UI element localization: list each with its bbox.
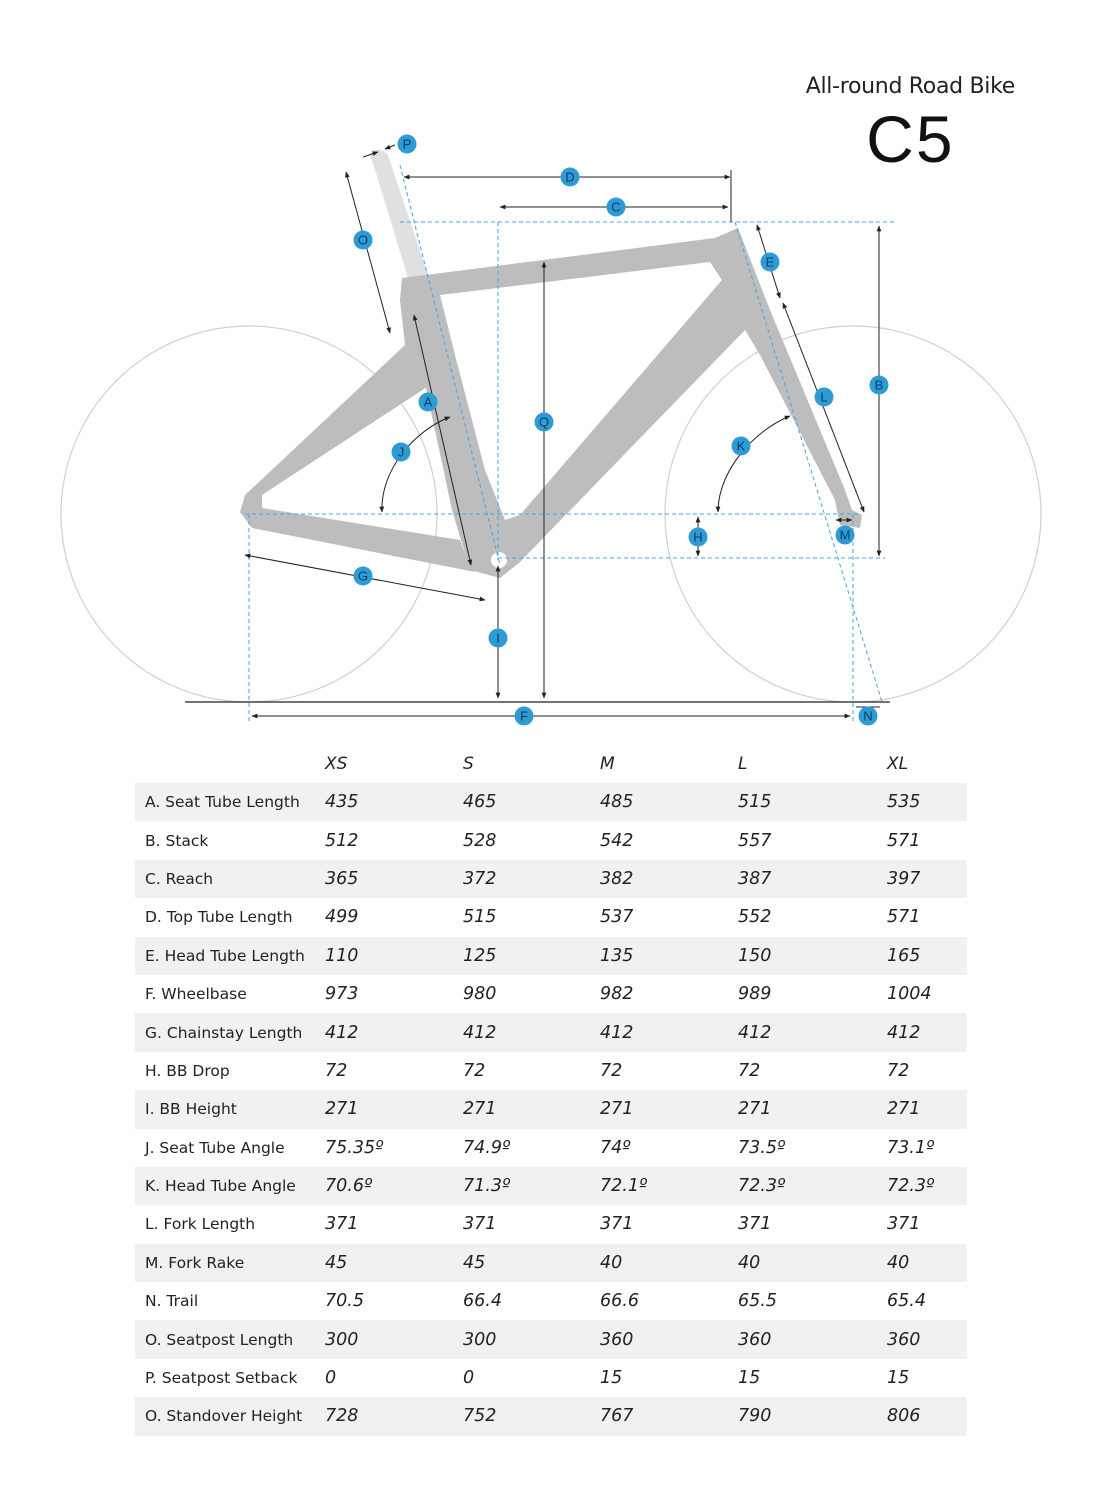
measurement-value: 40	[887, 1244, 967, 1282]
measurement-value: 271	[887, 1090, 967, 1128]
measurement-value: 66.6	[600, 1291, 639, 1312]
svg-text:H: H	[693, 529, 703, 545]
measurement-value: 371	[887, 1214, 921, 1235]
measurement-value: 360	[738, 1320, 887, 1358]
label-m	[836, 526, 855, 545]
measurement-value: 382	[600, 860, 738, 898]
measurement-value: 537	[600, 907, 634, 928]
measurement-value: 271	[600, 1090, 738, 1128]
table-row	[135, 1090, 967, 1128]
measurement-value: 65.4	[887, 1291, 926, 1312]
measurement-value: 806	[887, 1397, 967, 1435]
measurement-value: 412	[463, 1013, 600, 1051]
measurement-label: K. Head Tube Angle	[135, 1167, 325, 1205]
size-header: M	[600, 754, 615, 774]
measurement-value: 528	[463, 830, 497, 851]
measurement-label: F. Wheelbase	[145, 985, 247, 1004]
measurement-value: 552	[738, 907, 772, 928]
measurement-value: 150	[738, 937, 887, 975]
measurement-value: 371	[325, 1214, 359, 1235]
label-i	[489, 629, 508, 648]
measurement-value: 45	[325, 1244, 463, 1282]
measurement-value: 0	[463, 1368, 475, 1389]
measurement-value: 412	[738, 1013, 887, 1051]
measurement-value: 465	[463, 783, 600, 821]
measurement-value: 767	[600, 1397, 738, 1435]
measurement-value: 15	[887, 1368, 910, 1389]
table-row	[135, 898, 967, 936]
svg-text:Q: Q	[538, 414, 550, 430]
svg-text:C: C	[611, 199, 621, 215]
svg-text:E: E	[765, 254, 775, 270]
geometry-table	[135, 745, 967, 1436]
measurement-value: 74.9º	[463, 1137, 511, 1158]
measurement-value: 72	[325, 1060, 348, 1081]
measurement-value: 75.35º	[325, 1137, 384, 1158]
measurement-value: 72.3º	[738, 1167, 887, 1205]
bike-frame	[240, 150, 862, 578]
measurement-value: 535	[887, 783, 967, 821]
svg-text:K: K	[736, 438, 746, 454]
measurement-value: 70.6º	[325, 1167, 463, 1205]
header-spacer	[135, 745, 325, 783]
measurement-value: 135	[600, 937, 738, 975]
measurement-value: 300	[325, 1320, 463, 1358]
measurement-value: 371	[463, 1214, 497, 1235]
measurement-value: 728	[325, 1397, 463, 1435]
measurement-value: 412	[325, 1013, 463, 1051]
table-row	[135, 1359, 967, 1397]
table-row	[135, 1320, 967, 1358]
measurement-value: 435	[325, 783, 463, 821]
measurement-label: N. Trail	[145, 1292, 199, 1311]
table-row	[135, 1052, 967, 1090]
measurement-value: 360	[887, 1320, 967, 1358]
measurement-label: J. Seat Tube Angle	[145, 1138, 285, 1157]
measurement-label: B. Stack	[145, 831, 209, 850]
measurement-value: 72	[738, 1060, 761, 1081]
measurement-value: 752	[463, 1397, 600, 1435]
measurement-value: 70.5	[325, 1291, 364, 1312]
measurement-value: 542	[600, 830, 634, 851]
size-header: S	[463, 754, 474, 774]
measurement-label: H. BB Drop	[145, 1061, 230, 1080]
measurement-value: 980	[463, 984, 497, 1005]
measurement-value: 125	[463, 937, 600, 975]
table-row	[135, 1244, 967, 1282]
measurement-value: 982	[600, 984, 634, 1005]
svg-text:N: N	[863, 708, 873, 724]
geometry-diagram	[0, 0, 1102, 740]
measurement-value: 45	[463, 1244, 600, 1282]
measurement-value: 72.1º	[600, 1167, 738, 1205]
svg-text:O: O	[357, 232, 369, 248]
measurement-value: 73.1º	[887, 1137, 935, 1158]
measurement-value: 485	[600, 783, 738, 821]
measurement-label: L. Fork Length	[145, 1215, 256, 1234]
measurement-value: 989	[738, 984, 772, 1005]
measurement-value: 74º	[600, 1137, 631, 1158]
label-l	[815, 388, 834, 407]
measurement-value: 72.3º	[887, 1167, 967, 1205]
measurement-label: M. Fork Rake	[135, 1244, 325, 1282]
svg-text:A: A	[423, 394, 433, 410]
label-d	[561, 168, 580, 187]
measurement-value: 571	[887, 907, 921, 928]
measurement-value: 412	[600, 1013, 738, 1051]
label-e	[761, 253, 780, 272]
label-h	[689, 528, 708, 547]
measurement-value: 571	[887, 830, 921, 851]
label-g	[354, 567, 373, 586]
measurement-value: 73.5º	[738, 1137, 786, 1158]
table-row	[135, 975, 967, 1013]
measurement-value: 387	[738, 860, 887, 898]
svg-text:P: P	[402, 136, 412, 152]
measurement-value: 271	[738, 1090, 887, 1128]
table-row	[135, 1129, 967, 1167]
measurement-label: G. Chainstay Length	[135, 1013, 325, 1051]
size-header: XL	[887, 754, 909, 774]
measurement-label: E. Head Tube Length	[135, 937, 325, 975]
svg-text:J: J	[397, 444, 405, 460]
label-n	[859, 707, 878, 726]
measurement-label: O. Standover Height	[135, 1397, 325, 1435]
measurement-value: 300	[463, 1320, 600, 1358]
measurement-label: A. Seat Tube Length	[135, 783, 325, 821]
svg-text:M: M	[839, 527, 851, 543]
measurement-value: 372	[463, 860, 600, 898]
svg-text:G: G	[357, 568, 369, 584]
measurement-value: 973	[325, 984, 359, 1005]
svg-text:F: F	[520, 708, 528, 724]
measurement-value: 110	[325, 937, 463, 975]
label-q	[535, 413, 554, 432]
label-c	[607, 198, 626, 217]
label-o	[354, 231, 373, 250]
measurement-label: D. Top Tube Length	[145, 908, 293, 927]
measurement-value: 371	[738, 1214, 772, 1235]
table-row	[135, 860, 967, 898]
model-name: C5	[866, 102, 955, 176]
measurement-value: 15	[738, 1368, 761, 1389]
measurement-value: 397	[887, 860, 967, 898]
table-row	[135, 1167, 967, 1205]
size-header: XS	[325, 754, 348, 774]
measurement-value: 515	[738, 783, 887, 821]
measurement-value: 515	[463, 907, 497, 928]
measurement-value: 371	[600, 1214, 634, 1235]
measurement-value: 271	[325, 1090, 463, 1128]
size-header: L	[738, 754, 748, 774]
table-row	[135, 1205, 967, 1243]
size-header-row	[135, 745, 967, 783]
measurement-value: 165	[887, 937, 967, 975]
measurement-label: I. BB Height	[135, 1090, 325, 1128]
measurement-value: 412	[887, 1013, 967, 1051]
table-row	[135, 821, 967, 859]
label-b	[870, 376, 889, 395]
measurement-value: 557	[738, 830, 772, 851]
measurement-value: 65.5	[738, 1291, 777, 1312]
measurement-value: 790	[738, 1397, 887, 1435]
measurement-value: 365	[325, 860, 463, 898]
svg-text:D: D	[565, 169, 575, 185]
measurement-value: 271	[463, 1090, 600, 1128]
measurement-label: C. Reach	[135, 860, 325, 898]
measurement-value: 71.3º	[463, 1167, 600, 1205]
label-a	[419, 393, 438, 412]
measurement-value: 40	[738, 1244, 887, 1282]
measurement-value: 1004	[887, 984, 932, 1005]
measurement-value: 512	[325, 830, 359, 851]
measurement-value: 360	[600, 1320, 738, 1358]
measurement-value: 40	[600, 1244, 738, 1282]
measurement-value: 66.4	[463, 1291, 502, 1312]
svg-text:L: L	[820, 389, 828, 405]
table-row	[135, 783, 967, 821]
label-f	[515, 707, 534, 726]
measurement-value: 0	[325, 1368, 337, 1389]
label-j	[392, 443, 411, 462]
svg-text:I: I	[496, 630, 500, 646]
table-row	[135, 1013, 967, 1051]
measurement-label: P. Seatpost Setback	[145, 1369, 298, 1388]
measurement-value: 499	[325, 907, 359, 928]
label-p	[398, 135, 417, 154]
measurement-value: 72	[600, 1060, 623, 1081]
geometry-table-body	[135, 783, 967, 1436]
table-row	[135, 937, 967, 975]
measurement-label: O. Seatpost Length	[135, 1320, 325, 1358]
measurement-value: 72	[463, 1060, 486, 1081]
measurement-value: 72	[887, 1060, 910, 1081]
measurement-value: 15	[600, 1368, 623, 1389]
table-row	[135, 1397, 967, 1435]
svg-text:B: B	[874, 377, 884, 393]
table-row	[135, 1282, 967, 1320]
bike-category: All-round Road Bike	[805, 74, 1015, 99]
label-k	[732, 437, 751, 456]
